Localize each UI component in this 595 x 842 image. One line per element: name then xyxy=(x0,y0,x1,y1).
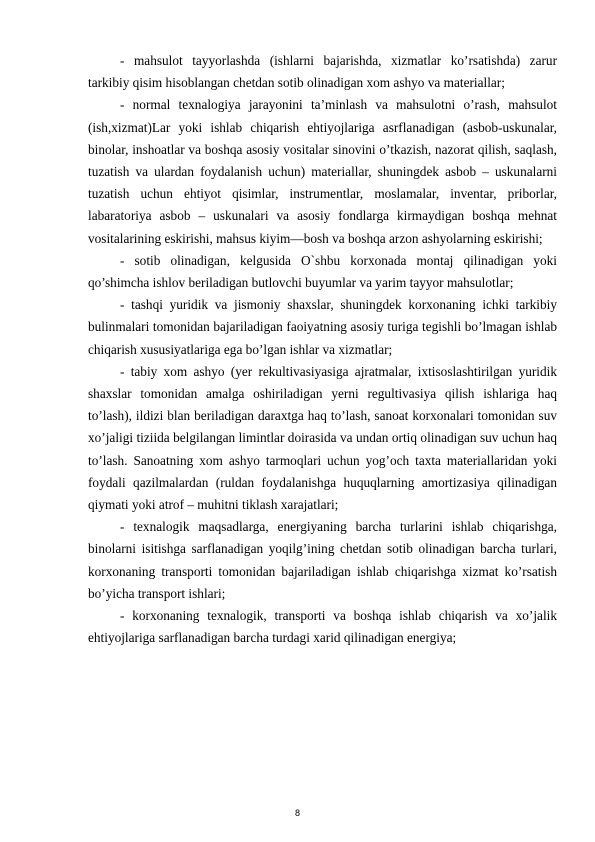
paragraph-technology-materials: - normal texnalogiya jarayonini ta’minlash va mahsulotni o’rash, mahsulot (ish,xizmat)Lar yoki ishlab chiqarish ehtiyojlariga asrflanadigan (asbob-uskunalar, binolar, inshoatlar va boshqa asosiy vositalar sinovini o’tkazish, nazorat qilish, saqlash, tuzatish va ulardan foydalanish uchun) materiallar, shuningdek asbob – uskunalarni tuzatish uchun ehtiyot qisimlar, instrumentlar, moslamalar, inventar, priborlar, labaratoriya asbob – uskunalari va asosiy fondlarga kirmaydigan boshqa mehnat vositalarining eskirishi, mahsus kiyim—bosh va boshqa arzon ashyolarning eskirishi; xyxy=(88,97,557,246)
paragraph-natural-resources: - tabiy xom ashyo (yer rekultivasiyasiga ajratmalar, ixtisoslashtirilgan yuridik shaxslar tomonidan amalga oshiriladigan yerni regultivasiya qilish ishlariga haq to’lash), ildizi blan beriladigan daraxtga haq to’lash, sanoat korxonalari tomonidan suv xo’jaligi tiziida belgilangan limintlar doirasida va undan ortiq olinadigan suv uchun haq to’lash. Sanoatning xom ashyo tarmoqlari uchun yog’och taxta materiallaridan yoki foydali qazilmalardan (ruldan foydalanishga huquqlarning amortizasiya qilinadigan qiymati yoki atrof – muhitni tiklash xarajatlari; xyxy=(88,363,557,513)
paragraph-components: - sotib olinadigan, kelgusida O`shbu korxonada montaj qilinadigan yoki qo’shimcha ishlov beriladigan butlovchi buyumlar va yarim tayyor mahsulotlar; xyxy=(88,252,557,291)
paragraph-services: - tashqi yuridik va jismoniy shaxslar, shuningdek korxonaning ichki tarkibiy bulinmalari tomonidan bajariladigan faoiyatning asosiy turiga tegishli bo’lmagan ishlab chiqarish xususiyatlariga ega bo’lgan ishlar va xizmatlar; xyxy=(88,297,557,357)
page-number: 8 xyxy=(294,808,300,818)
paragraph-fuel-transport: - texnalogik maqsadlarga, energiyaning barcha turlarini ishlab chiqarishga, binolarni isitishga sarflanadigan yoqilg’ining chetdan sotib olinadigan barcha turlari, korxonaning transporti tomonidan bajariladigan ishlab chiqarishga xizmat ko’rsatish bo’yicha transport ishlari; xyxy=(88,519,557,601)
paragraph-raw-materials: - mahsulot tayyorlashda (ishlarni bajarishda, xizmatlar ko’rsatishda) zarur tarkibiy qisim hisoblangan chetdan sotib olinadigan xom ashyo va materiallar; xyxy=(88,53,557,91)
document-body xyxy=(88,50,557,649)
paragraph-energy: - korxonaning texnalogik, transporti va boshqa ishlab chiqarish va xo’jalik ehtiyojlariga sarflanadigan barcha turdagi xarid qilinadigan energiya; xyxy=(88,608,557,646)
